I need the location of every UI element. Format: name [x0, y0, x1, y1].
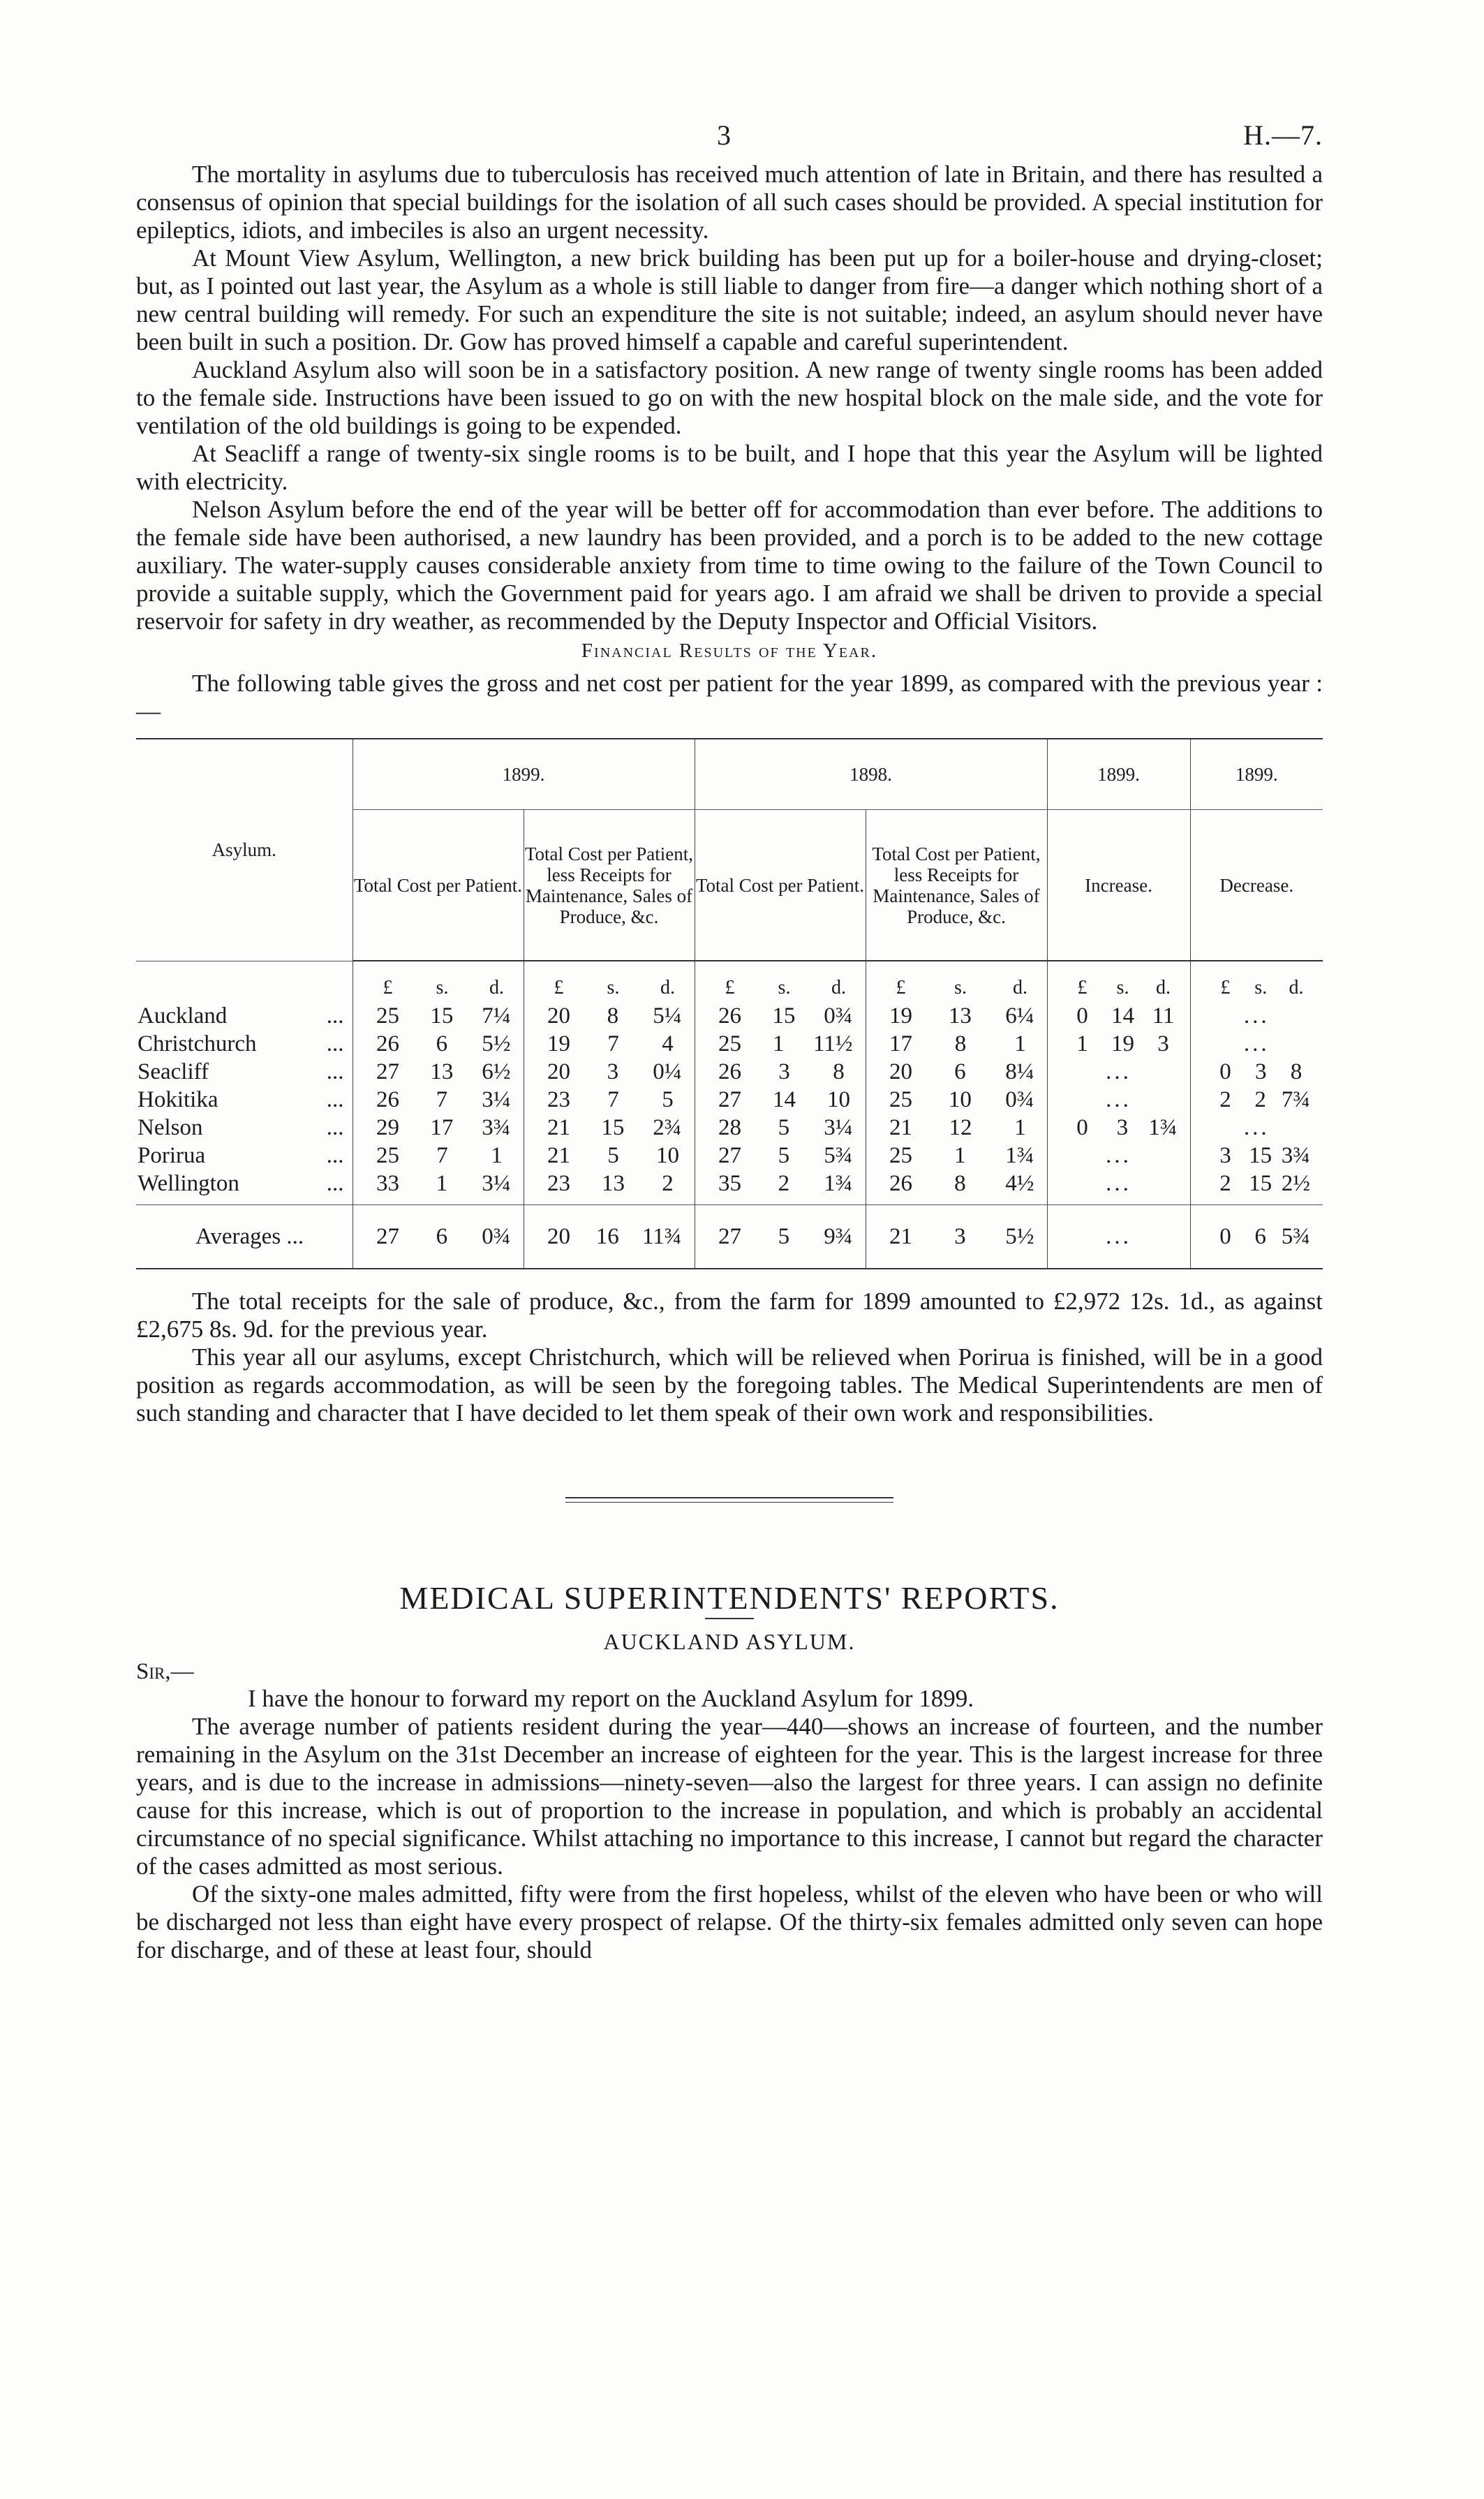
amount-shillings: 3: [607, 1059, 619, 1084]
amount-pounds: 0: [1076, 1114, 1088, 1140]
amount-shillings: 13: [948, 1003, 972, 1029]
amount-pounds: 0: [1219, 1059, 1231, 1084]
amount-shillings: 6: [436, 1031, 448, 1056]
amount-pounds: 28: [718, 1114, 741, 1140]
amount-pence: 5½: [1005, 1223, 1034, 1249]
spacer-row: [136, 1197, 1323, 1205]
amount-pounds: 25: [376, 1003, 399, 1029]
unit-pounds: £: [725, 977, 735, 998]
amount-shillings: 10: [948, 1086, 972, 1112]
amount-shillings: 2: [778, 1170, 790, 1196]
table-row: [136, 1002, 1323, 1030]
unit-pence: d.: [489, 977, 504, 998]
amount-pounds: 2: [1219, 1086, 1231, 1112]
amount-shillings: 6: [1254, 1223, 1266, 1249]
unit-pounds: £: [896, 977, 906, 998]
amount-pence: 1¾: [824, 1170, 853, 1196]
amount-shillings: 15: [430, 1003, 454, 1029]
table-row: [136, 1170, 1323, 1197]
amount-shillings: 12: [949, 1114, 972, 1140]
page-header: [136, 105, 1323, 161]
subheader-total-1898: Total Cost per Patient.: [695, 810, 866, 961]
amount-pounds: 25: [889, 1142, 912, 1168]
amount-pence: 3¾: [1281, 1142, 1310, 1168]
amount-pounds: 19: [547, 1031, 570, 1056]
asylum-name: Seacliff: [138, 1059, 209, 1084]
auckland-asylum-heading: AUCKLAND ASYLUM.: [136, 1629, 1323, 1655]
amount-pence: 10: [827, 1086, 850, 1112]
amount-shillings: 16: [595, 1223, 619, 1249]
amount-shillings: 8: [607, 1003, 619, 1029]
empty-leader: ...: [1106, 1086, 1131, 1112]
amount-pounds: 26: [376, 1086, 399, 1112]
year-header-1898: 1898.: [695, 739, 1047, 810]
asylum-name: Averages ...: [195, 1223, 304, 1249]
paragraph-seacliff: At Seacliff a range of twenty-six single rooms is to be built, and I hope that this year the Asylum will be lighted with electricity.: [136, 440, 1323, 495]
amount-pounds: 21: [889, 1114, 912, 1140]
amount-pence: 1: [1014, 1114, 1026, 1140]
paragraph-auckland: Auckland Asylum also will soon be in a satisfactory position. A new range of twenty single rooms has been added to the female side. Instructions have been issued to go on with the new hospital block on the male side, and the vote for ventilation of the old buildings is going to be expended.: [136, 356, 1323, 439]
year-header-1899-b: 1899.: [1047, 739, 1190, 810]
amount-shillings: 7: [607, 1086, 619, 1112]
amount-pence: 3¼: [824, 1114, 853, 1140]
amount-shillings: 7: [436, 1086, 448, 1112]
amount-pounds: 27: [376, 1059, 399, 1084]
table-row: [136, 1114, 1323, 1142]
amount-pounds: 27: [718, 1142, 741, 1168]
empty-leader: ...: [1106, 1223, 1131, 1249]
amount-shillings: 15: [772, 1003, 796, 1029]
amount-pence: 5½: [482, 1031, 511, 1056]
page-number: 3: [717, 119, 731, 151]
row-leader: ...: [326, 1003, 344, 1029]
amount-pounds: 26: [889, 1170, 912, 1196]
amount-pence: 3¼: [482, 1170, 511, 1196]
amount-shillings: 15: [1249, 1170, 1272, 1196]
amount-pounds: 19: [889, 1003, 912, 1029]
empty-leader: ...: [1243, 1031, 1270, 1056]
amount-pounds: 1: [1076, 1031, 1088, 1056]
amount-shillings: 5: [778, 1114, 790, 1140]
amount-pounds: 23: [547, 1170, 570, 1196]
year-header-1899-c: 1899.: [1190, 739, 1323, 810]
unit-pounds: £: [1220, 977, 1231, 998]
unit-pounds: £: [383, 977, 393, 998]
year-header-1899-a: 1899.: [353, 739, 695, 810]
amount-pence: 5: [662, 1086, 674, 1112]
amount-shillings: 15: [601, 1114, 625, 1140]
amount-pence: 11: [1152, 1003, 1175, 1029]
table-row: [136, 1058, 1323, 1086]
amount-shillings: 1: [954, 1142, 966, 1168]
amount-pence: 11¾: [641, 1223, 682, 1249]
amount-pence: 4½: [1005, 1170, 1034, 1196]
amount-shillings: 7: [607, 1031, 619, 1056]
amount-pounds: 0: [1076, 1003, 1088, 1029]
amount-pounds: 33: [376, 1170, 399, 1196]
paragraph-mount-view: At Mount View Asylum, Wellington, a new brick building has been put up for a boiler-house and drying-closet; but, as I pointed out last year, the Asylum as a whole is still liable to danger from fire—a danger which nothing short of a new central building will remedy. For such an expenditure the site is not suitable; indeed, an asylum should never have been built in such a position. Dr. Gow has proved himself a capable and careful superintendent.: [136, 244, 1323, 355]
page: [136, 105, 1323, 1964]
amount-shillings: 8: [954, 1170, 966, 1196]
section-divider: [565, 1497, 893, 1503]
salutation: Sir,—: [136, 1659, 194, 1684]
amount-pence: 8¼: [1005, 1059, 1034, 1084]
amount-pounds: 0: [1219, 1223, 1231, 1249]
amount-pounds: 26: [718, 1059, 741, 1084]
asylum-name: Auckland: [138, 1003, 228, 1029]
amount-pounds: 26: [718, 1003, 741, 1029]
amount-shillings: 19: [1111, 1031, 1134, 1056]
unit-pence: d.: [831, 977, 846, 998]
amount-pence: 5¾: [1281, 1223, 1310, 1249]
amount-shillings: 5: [778, 1142, 790, 1168]
row-leader: ...: [326, 1170, 344, 1196]
amount-pence: 9¾: [824, 1223, 853, 1249]
paragraph-average-patients: The average number of patients resident during the year—440—shows an increase of fourteen, and the number remaining in the Asylum on the 31st December an increase of eighteen for the year. This is the largest increase for three years, and is due to the increase in admissions—ninety-seven—also the largest for three years. I can assign no definite cause for this increase, which is out of proportion to the increase in population, and which is probably an accidental circumstance of no special significance. Whilst attaching no importance to this increase, I cannot but regard the character of the cases admitted as most serious.: [136, 1713, 1323, 1880]
subheader-net-1899: Total Cost per Patient, less Receipts for Maintenance, Sales of Produce, &c.: [524, 810, 695, 961]
amount-pounds: 27: [718, 1086, 741, 1112]
amount-pounds: 20: [547, 1223, 570, 1249]
asylum-name: Hokitika: [138, 1086, 218, 1112]
amount-pounds: 20: [889, 1059, 912, 1084]
amount-pence: 6½: [482, 1059, 511, 1084]
asylum-name: Nelson: [138, 1114, 203, 1140]
amount-pence: 2: [662, 1170, 674, 1196]
amount-pence: 8: [833, 1059, 845, 1084]
amount-shillings: 13: [430, 1059, 454, 1084]
unit-pence: d.: [1289, 977, 1304, 998]
amount-pence: 5¼: [653, 1003, 682, 1029]
asylum-column-header: Asylum.: [136, 739, 353, 961]
subheader-net-1898: Total Cost per Patient, less Receipts for Maintenance, Sales of Produce, &c.: [866, 810, 1047, 961]
amount-pounds: 35: [718, 1170, 741, 1196]
amount-pence: 6¼: [1005, 1003, 1034, 1029]
reports-heading: MEDICAL SUPERINTENDENTS' REPORTS.: [399, 1580, 1060, 1616]
paragraph-admissions: Of the sixty-one males admitted, fifty were from the first hopeless, whilst of the eleven who have been or who will be discharged not less than eight have every prospect of relapse. Of the thirty-six females admitted only seven can hope for discharge, and of these at least four, should: [136, 1880, 1323, 1963]
amount-pounds: 26: [376, 1031, 399, 1056]
amount-shillings: 7: [436, 1142, 448, 1168]
amount-pounds: 21: [547, 1114, 570, 1140]
unit-shillings: s.: [954, 977, 967, 998]
amount-pounds: 29: [376, 1114, 399, 1140]
empty-leader: ...: [1243, 1114, 1270, 1140]
paragraph-tuberculosis: The mortality in asylums due to tuberculosis has received much attention of late in Britain, and there has resulted a consensus of opinion that special buildings for the isolation of all such cases should be provided. A special institution for epileptics, idiots, and imbeciles is also an urgent necessity.: [136, 161, 1323, 244]
amount-pounds: 25: [718, 1031, 741, 1056]
row-leader: ...: [326, 1031, 344, 1056]
unit-shillings: s.: [436, 977, 449, 998]
empty-leader: ...: [1243, 1003, 1270, 1029]
paragraph-accommodation: This year all our asylums, except Christchurch, which will be relieved when Porirua is finished, will be in a good position as regards accommodation, as will be seen by the foregoing tables. The Medical Superintendents are men of such standing and character that I have decided to let them speak of their own work and responsibilities.: [136, 1343, 1323, 1427]
amount-pounds: 23: [547, 1086, 570, 1112]
amount-pence: 1¾: [1005, 1142, 1034, 1168]
amount-pounds: 20: [547, 1059, 570, 1084]
amount-shillings: 1: [436, 1170, 448, 1196]
amount-pence: 1: [1014, 1031, 1026, 1056]
amount-pence: 8: [1290, 1059, 1303, 1084]
unit-pence: d.: [1013, 977, 1027, 998]
amount-shillings: 6: [436, 1223, 448, 1249]
document-reference: H.—7.: [1243, 119, 1323, 151]
row-leader: ...: [326, 1142, 344, 1168]
unit-pence: d.: [660, 977, 675, 998]
amount-pounds: 25: [889, 1086, 912, 1112]
row-leader: ...: [326, 1114, 344, 1140]
amount-shillings: 3: [1116, 1114, 1129, 1140]
amount-pence: 10: [656, 1142, 679, 1168]
amount-pence: 2½: [1281, 1170, 1310, 1196]
cost-per-patient-table: [136, 738, 1323, 1269]
amount-pounds: 3: [1219, 1142, 1231, 1168]
amount-pounds: 27: [718, 1223, 741, 1249]
amount-pence: 1: [491, 1142, 503, 1168]
unit-shillings: s.: [607, 977, 620, 998]
amount-pounds: 25: [376, 1142, 399, 1168]
amount-pounds: 17: [889, 1031, 912, 1056]
subheader-total-1899: Total Cost per Patient.: [353, 810, 524, 961]
table-row: [136, 1030, 1323, 1058]
amount-pence: 3¾: [482, 1114, 511, 1140]
amount-shillings: 14: [1111, 1003, 1134, 1029]
amount-shillings: 3: [1255, 1059, 1267, 1084]
subheader-increase: Increase.: [1047, 810, 1190, 961]
amount-pence: 0¾: [824, 1003, 853, 1029]
empty-leader: ...: [1106, 1142, 1131, 1168]
unit-pence: d.: [1156, 977, 1171, 998]
amount-shillings: 6: [954, 1059, 966, 1084]
asylum-name: Christchurch: [138, 1031, 257, 1056]
currency-units-row: [136, 961, 1323, 1002]
amount-shillings: 5: [778, 1223, 790, 1249]
amount-pence: 0¾: [1005, 1086, 1034, 1112]
amount-pounds: 21: [889, 1223, 912, 1249]
amount-shillings: 15: [1249, 1142, 1272, 1168]
amount-pence: 5¾: [824, 1142, 853, 1168]
financial-lead: The following table gives the gross and net cost per patient for the year 1899, as compared with the previous year :—: [136, 670, 1323, 725]
amount-pence: 11½: [813, 1031, 853, 1056]
amount-shillings: 3: [778, 1059, 790, 1084]
paragraph-farm-receipts: The total receipts for the sale of produce, &c., from the farm for 1899 amounted to £2,972 12s. 1d., as against £2,675 8s. 9d. for the previous year.: [136, 1288, 1323, 1343]
amount-shillings: 13: [602, 1170, 625, 1196]
paragraph-nelson: Nelson Asylum before the end of the year will be better off for accommodation than ever before. The additions to the female side have been authorised, a new laundry has been provided, and a porch is to be added to the new cottage auxiliary. The water-supply causes considerable anxiety from time to time owing to the failure of the Town Council to provide a suitable supply, which the Government paid for years ago. I am afraid we shall be driven to provide a special reservoir for safety in dry weather, as recommended by the Deputy Inspector and Official Visitors.: [136, 496, 1323, 635]
amount-shillings: 8: [954, 1031, 967, 1056]
amount-shillings: 1: [772, 1031, 785, 1056]
subheader-decrease: Decrease.: [1190, 810, 1323, 961]
unit-shillings: s.: [778, 977, 791, 998]
unit-shillings: s.: [1116, 977, 1129, 998]
empty-leader: ...: [1106, 1170, 1131, 1196]
amount-pounds: 2: [1219, 1170, 1231, 1196]
amount-pence: 2¾: [653, 1114, 682, 1140]
amount-shillings: 3: [954, 1223, 966, 1249]
table-row: [136, 1142, 1323, 1170]
amount-pounds: 20: [547, 1003, 570, 1029]
table-row: [136, 1086, 1323, 1114]
amount-pounds: 21: [547, 1142, 570, 1168]
unit-pounds: £: [554, 977, 564, 998]
amount-shillings: 17: [430, 1114, 454, 1140]
asylum-name: Wellington: [138, 1170, 239, 1196]
amount-pence: 3¼: [482, 1086, 511, 1112]
asylum-name: Porirua: [138, 1142, 206, 1168]
financial-results-heading: Financial Results of the Year.: [581, 640, 878, 662]
amount-pence: 4: [662, 1031, 674, 1056]
amount-shillings: 5: [607, 1142, 619, 1168]
amount-pence: 3: [1157, 1031, 1169, 1056]
amount-pence: 7¼: [482, 1003, 511, 1029]
empty-leader: ...: [1106, 1059, 1131, 1084]
cost-table-body: [136, 961, 1323, 1269]
row-leader: ...: [326, 1086, 344, 1112]
amount-pence: 1¾: [1148, 1114, 1178, 1140]
unit-pounds: £: [1077, 977, 1088, 998]
amount-pence: 0¾: [482, 1223, 511, 1249]
intro-section: [136, 161, 1323, 635]
report-greeting: I have the honour to forward my report on the Auckland Asylum for 1899.: [248, 1685, 974, 1712]
amount-pounds: 27: [376, 1223, 399, 1249]
row-leader: ...: [326, 1059, 344, 1084]
amount-shillings: 2: [1254, 1086, 1266, 1112]
amount-shillings: 14: [773, 1086, 796, 1112]
amount-pence: 7¾: [1281, 1086, 1310, 1112]
averages-row: [136, 1205, 1323, 1269]
amount-pence: 0¼: [653, 1059, 682, 1084]
unit-shillings: s.: [1254, 977, 1268, 998]
